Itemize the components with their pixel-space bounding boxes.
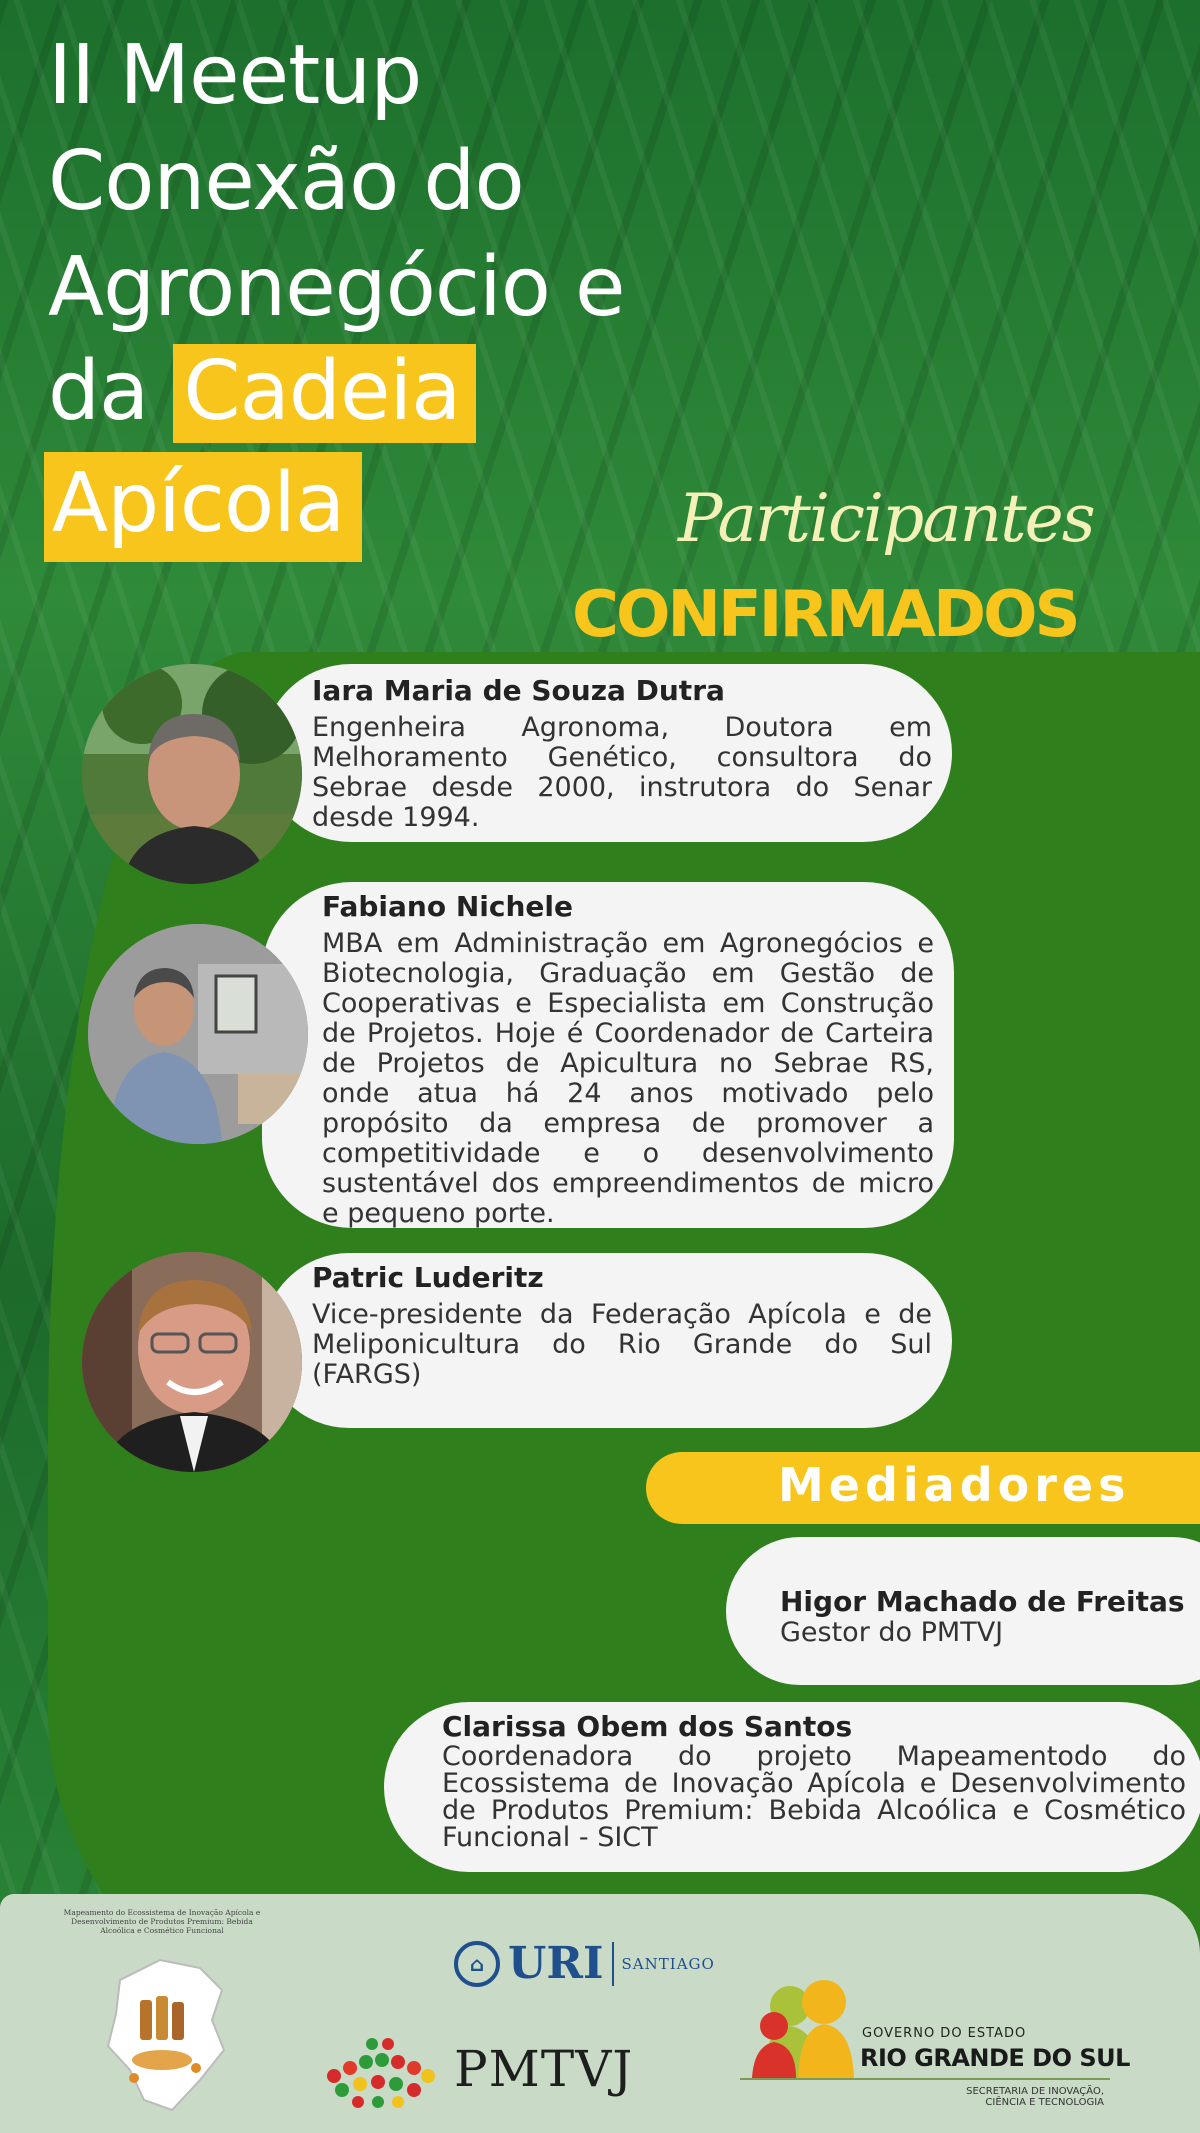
participant-card-3 [262, 1253, 952, 1428]
pmtvj-dots-logo-icon [322, 2030, 438, 2114]
participant-description: MBA em Administração em Agronegócios e Biotecnologia, Graduação em Gestão de Cooperativas e Especialista em Construção de Projetos. Hoje é Coordenador de Carteira de Projetos de Apicultura no Sebrae RS, onde atua há 24 anos motivado pelo propósito da empresa de promover a competitividade e o desenvolvimento sustentável dos empreendimentos de micro e pequeno porte. [322, 928, 934, 1229]
mediator-role: Gestor do PMTVJ [780, 1617, 1004, 1648]
participant-card-1 [262, 664, 952, 842]
title-line-4-prefix: da [48, 344, 149, 439]
title-line-4 [48, 344, 476, 440]
participant-card-2 [262, 882, 954, 1228]
participantes-heading: Participantes [678, 480, 1094, 557]
rs-map-logo-icon [100, 1950, 230, 2124]
participant-description: Engenheira Agronoma, Doutora em Melhoramento Genético, consultora do Sebrae desde 2000, instrutora do Senar desde 1994. [312, 712, 932, 833]
uri-logo [454, 1938, 715, 1989]
gov-rs-figures-icon [738, 1980, 858, 2084]
title-line-1: II Meetup [48, 28, 422, 123]
title-line-3: Agronegócio e [48, 240, 625, 335]
participant-name: Fabiano Nichele [322, 890, 573, 923]
mediadores-banner [646, 1452, 1200, 1524]
title-line-2: Conexão do [48, 134, 524, 229]
title-highlight-cadeia: Cadeia [173, 344, 476, 443]
uri-seal-icon: ⌂ [454, 1941, 500, 1987]
uri-name: URI [508, 1938, 604, 1989]
participant-photo-3 [82, 1252, 302, 1472]
participant-name: Patric Luderitz [312, 1261, 544, 1294]
footer-logos [0, 1894, 1200, 2133]
participant-name: Iara Maria de Souza Dutra [312, 674, 725, 707]
participant-description: Vice-presidente da Federação Apícola e de Meliponicultura do Rio Grande do Sul (FARGS) [312, 1299, 932, 1390]
confirmados-heading: CONFIRMADOS [572, 578, 1078, 652]
title-line-5: Apícola [44, 452, 362, 562]
uri-campus: SANTIAGO [621, 1954, 715, 1973]
pmtvj-name: PMTVJ [454, 2040, 634, 2098]
mediator-role: Coordenadora do projeto Mapeamentodo do Ecossistema de Inovação Apícola e Desenvolvimento de Produtos Premium: Bebida Alcoólica e Cosmético Funcional - SICT [442, 1741, 1186, 1853]
participant-photo-1 [82, 664, 302, 884]
participant-photo-2 [88, 924, 308, 1144]
gov-main-label: RIO GRANDE DO SUL [860, 2044, 1130, 2072]
gov-sub-label: SECRETARIA DE INOVAÇÃO, CIÊNCIA E TECNOLOGIA [966, 2086, 1104, 2108]
mediator-name: Higor Machado de Freitas [780, 1585, 1185, 1618]
mediadores-label: Mediadores [778, 1458, 1131, 1512]
mediator-name: Clarissa Obem dos Santos [442, 1710, 853, 1743]
mediator-card-2 [384, 1702, 1200, 1872]
mediator-card-1 [726, 1537, 1200, 1685]
gov-top-label: GOVERNO DO ESTADO [862, 2026, 1027, 2041]
uri-separator [612, 1942, 614, 1986]
gov-divider [740, 2078, 1110, 2080]
project-logo-text: Mapeamento do Ecossistema de Inovação Apícola e Desenvolvimento de Produtos Premium: Bebida Alcoólica e Cosmético Funcional [63, 1908, 261, 1935]
